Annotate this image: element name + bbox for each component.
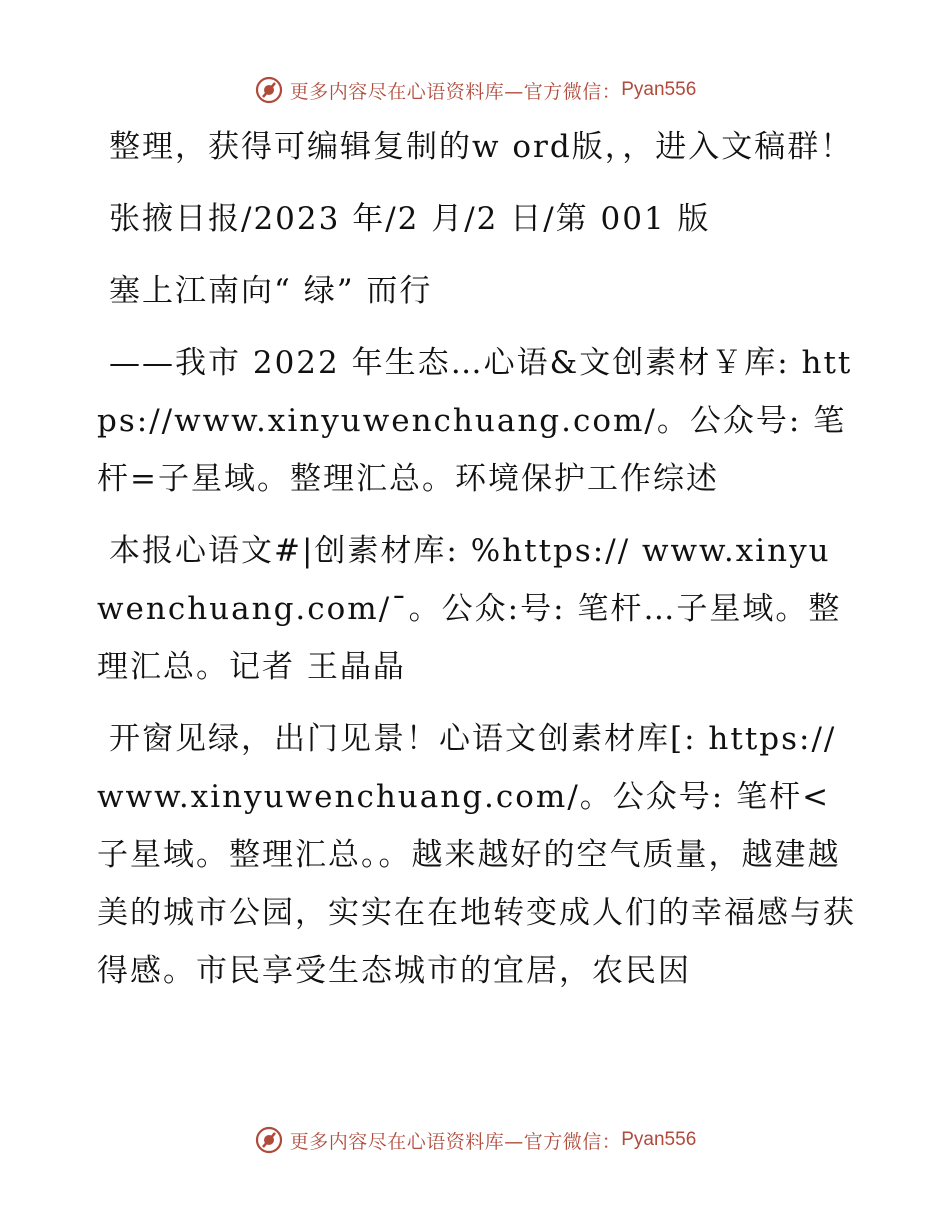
watermark-wechat-id: Pyan556 (621, 1129, 697, 1150)
article-title-text: 塞上江南向“ 绿” 而行 (109, 273, 433, 309)
watermark-wechat-id: Pyan556 (621, 79, 697, 100)
paragraph-source-line-text: 张掖日报/2023 年/2 月/2 日/第 001 版 (109, 201, 711, 237)
paragraph-source-line (97, 190, 857, 248)
watermark-text: 更多内容尽在心语资料库—官方微信： (289, 1130, 622, 1153)
article-paragraph-1-text: 开窗见绿，出门见景！心语文创素材库[: https://www.xinyuwenchuang.com/。公众号: 笔杆<子星域。整理汇总。。越来越好的空气质量，越建越美的城市公园，实实在在地转变成人们的幸福感与获得感。市民享受生态城市的宜居，农民因 (97, 721, 856, 989)
paragraph-intro (97, 118, 857, 176)
article-title (97, 262, 857, 320)
watermark-footer (0, 1120, 950, 1160)
watermark-logo-icon (254, 1125, 284, 1155)
watermark-header (0, 70, 950, 110)
article-paragraph-1 (97, 710, 857, 1000)
article-subtitle-text: ——我市 2022 年生态…心语&文创素材￥库: https://www.xinyuwenchuang.com/。公众号: 笔杆=子星域。整理汇总。环境保护工作综述 (97, 345, 853, 497)
article-byline-text: 本报心语文#|创素材库: %https:// www.xinyuwenchuang.com/¯。公众:号: 笔杆…子星域。整理汇总。记者 王晶晶 (97, 533, 842, 685)
article-byline (97, 522, 857, 696)
watermark-logo-icon (254, 75, 284, 105)
document-body (97, 118, 857, 1014)
paragraph-intro-text: 整理，获得可编辑复制的w ord版，，进入文稿群！ (109, 129, 854, 165)
article-subtitle (97, 334, 857, 508)
watermark-text: 更多内容尽在心语资料库—官方微信： (289, 80, 622, 103)
